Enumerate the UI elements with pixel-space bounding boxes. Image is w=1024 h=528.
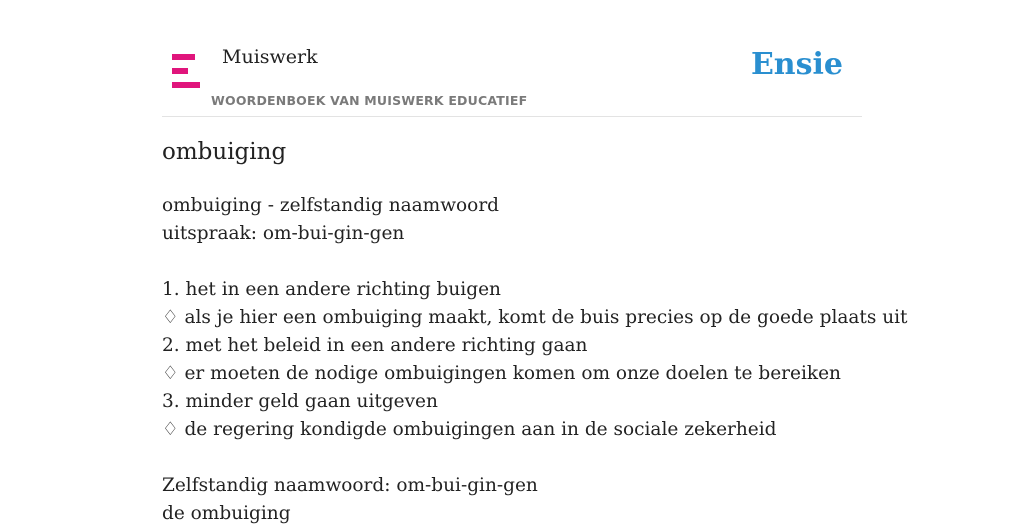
entry-line: 1. het in een andere richting buigen <box>162 279 501 300</box>
ensie-link[interactable]: Ensie <box>750 47 843 82</box>
muiswerk-logo-icon[interactable] <box>172 54 200 88</box>
entry-line: Zelfstandig naamwoord: om-bui-gin-gen <box>162 475 538 496</box>
entry-line: ♢ de regering kondigde ombuigingen aan in de sociale zekerheid <box>162 419 777 440</box>
entry-line: uitspraak: om-bui-gin-gen <box>162 223 405 244</box>
brand-name[interactable]: Muiswerk <box>222 46 318 68</box>
dictionary-subtitle: WOORDENBOEK VAN MUISWERK EDUCATIEF <box>211 93 528 108</box>
entry-line: 2. met het beleid in een andere richting gaan <box>162 335 588 356</box>
entry-line: de ombuiging <box>162 503 291 524</box>
site-header <box>162 0 862 117</box>
entry-definition <box>162 192 908 528</box>
entry-line: ombuiging - zelfstandig naamwoord <box>162 195 500 216</box>
entry-line: ♢ er moeten de nodige ombuigingen komen om onze doelen te bereiken <box>162 363 841 384</box>
entry-line <box>162 248 882 276</box>
entry-title: ombuiging <box>162 139 287 165</box>
entry-line: 3. minder geld gaan uitgeven <box>162 391 438 412</box>
entry-line: ♢ als je hier een ombuiging maakt, komt de buis precies op de goede plaats uit <box>162 307 908 328</box>
entry-line <box>162 444 882 472</box>
